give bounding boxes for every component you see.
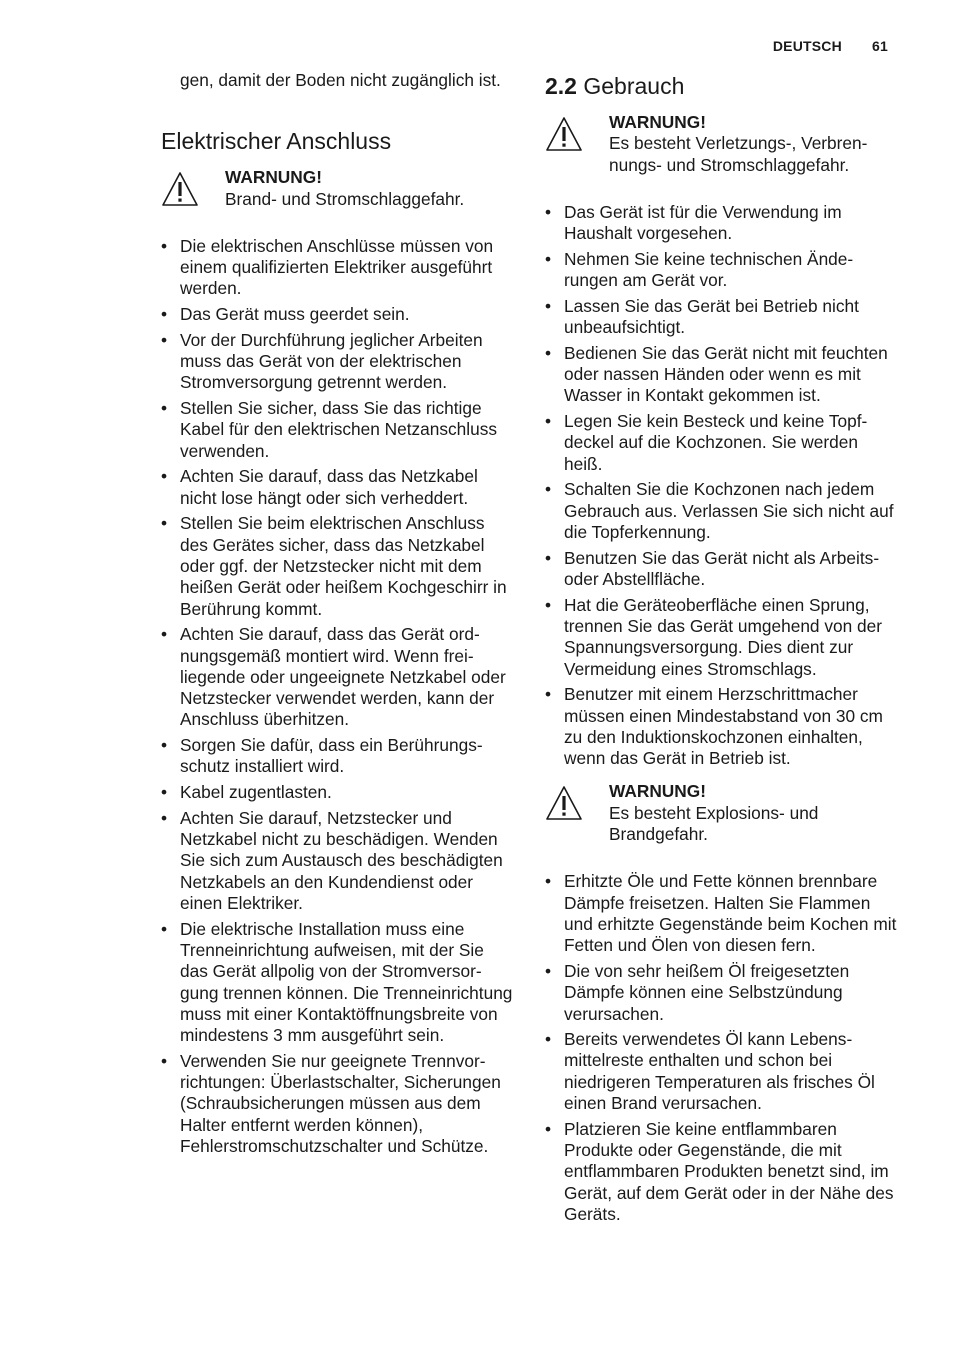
section-title-text: Gebrauch	[583, 73, 685, 99]
list-item: • Verwenden Sie nur geeignete Trennvorrichtungen: Überlastschalter, Sicherungen (Schraubsicherungen müssen aus dem Halter entfernt werden können), Fehlerstromschutzschalter und Schütze.	[161, 1051, 513, 1157]
intro-text: gen, damit der Boden nicht zugänglich ist.	[180, 70, 501, 90]
list-item: • Schalten Sie die Kochzonen nach jedem Gebrauch aus. Verlassen Sie sich nicht auf die Topferkennung.	[545, 479, 897, 543]
list-item: • Lassen Sie das Gerät bei Betrieb nicht unbeaufsichtigt.	[545, 296, 897, 339]
list-item: • Achten Sie darauf, dass das Netzkabel nicht lose hängt oder sich verheddert.	[161, 466, 513, 509]
warning-text: Es besteht Verletzungs-, Verbrennungs- und Stromschlaggefahr.	[609, 133, 868, 175]
warning-title: WARNUNG!	[225, 167, 322, 188]
bullet-list	[545, 871, 897, 1225]
list-item: • Die elektrische Installation muss eine Trenneinrichtung aufweisen, mit der Sie das Gerät allpolig von der Stromversorgung trennen können. Die Trenneinrichtung muss mit einer Kontaktöffnungsbreite von mindestens 3 mm ausgeführt sein.	[161, 919, 513, 1047]
list-item: • Achten Sie darauf, dass das Gerät ordnungsgemäß montiert wird. Wenn freiliegende oder ungeeignete Netzkabel oder Netzstecker verwendet werden, kann der Anschluss überhitzen.	[161, 624, 513, 730]
warning-title: WARNUNG!	[609, 781, 706, 802]
list-item: • Benutzen Sie das Gerät nicht als Arbeits- oder Abstellfläche.	[545, 548, 897, 591]
warning-text: Brand- und Stromschlaggefahr.	[225, 188, 465, 209]
section-title-elektrischer-anschluss: Elektrischer Anschluss	[161, 128, 392, 155]
warning-box	[545, 781, 897, 845]
warning-triangle-icon	[545, 781, 609, 845]
warning-title: WARNUNG!	[609, 112, 706, 132]
warning-triangle-icon	[545, 112, 609, 176]
list-item: • Bereits verwendetes Öl kann Lebensmittelreste enthalten und schon bei niedrigeren Temperaturen als frisches Öl einen Brand verursachen.	[545, 1029, 897, 1114]
list-item: • Bedienen Sie das Gerät nicht mit feuchten oder nassen Händen oder wenn es mit Wasser in Kontakt gekommen ist.	[545, 343, 897, 407]
list-item: • Stellen Sie beim elektrischen Anschluss des Gerätes sicher, dass das Netzkabel oder ggf. der Netzstecker nicht mit dem heißen Gerät oder heißem Kochgeschirr in Berührung kommt.	[161, 513, 513, 619]
list-item: • Nehmen Sie keine technischen Änderungen am Gerät vor.	[545, 249, 897, 292]
section-title-gebrauch	[545, 72, 897, 100]
list-item: • Das Gerät ist für die Verwendung im Haushalt vorgesehen.	[545, 202, 897, 245]
warning-box	[545, 112, 897, 176]
warning-text: Es besteht Explosions- und Brandgefahr.	[609, 802, 819, 845]
warning-box	[161, 167, 513, 210]
list-item: • Kabel zugentlasten.	[161, 782, 513, 803]
list-item: • Vor der Durchführung jeglicher Arbeiten muss das Gerät von der elektrischen Stromversorgung getrennt werden.	[161, 330, 513, 394]
list-item: • Das Gerät muss geerdet sein.	[161, 304, 513, 325]
list-item: • Hat die Geräteoberfläche einen Sprung, trennen Sie das Gerät umgehend von der Spannungsversorgung. Dies dient zur Vermeidung eines Stromschlags.	[545, 595, 897, 680]
list-item: • Erhitzte Öle und Fette können brennbare Dämpfe freisetzen. Halten Sie Flammen und erhitzte Gegenstände beim Kochen mit Fetten und Ölen von diesen fern.	[545, 871, 897, 956]
page-number: 61	[872, 38, 888, 54]
list-item: • Platzieren Sie keine entflammbaren Produkte oder Gegenstände, die mit entflammbaren Produkten benetzt sind, im Gerät, auf dem Gerät oder in der Nähe des Geräts.	[545, 1119, 897, 1225]
right-column	[545, 70, 897, 1230]
list-item: • Benutzer mit einem Herzschrittmacher müssen einen Mindestabstand von 30 cm zu den Induktionskochzonen einhalten, wenn das Gerät in Betrieb ist.	[545, 684, 897, 769]
header-language: DEUTSCH	[772, 38, 842, 54]
warning-triangle-icon	[161, 167, 225, 210]
list-item: • Die elektrischen Anschlüsse müssen von einem qualifizierten Elektriker ausgeführt werden.	[161, 236, 513, 300]
bullet-list	[545, 202, 897, 770]
list-item: • Die von sehr heißem Öl freigesetzten Dämpfe können eine Selbstzündung verursachen.	[545, 961, 897, 1025]
left-column	[161, 70, 513, 1162]
list-item: • Legen Sie kein Besteck und keine Topfdeckel auf die Kochzonen. Sie werden heiß.	[545, 411, 897, 475]
section-number: 2.2	[545, 73, 577, 99]
list-item: • Achten Sie darauf, Netzstecker und Netzkabel nicht zu beschädigen. Wenden Sie sich zum Austausch des beschädigten Netzkabels an den Kundendienst oder einen Elektriker.	[161, 808, 513, 914]
list-item: • Stellen Sie sicher, dass Sie das richtige Kabel für den elektrischen Netzanschluss verwenden.	[161, 398, 513, 462]
list-item: • Sorgen Sie dafür, dass ein Berührungsschutz installiert wird.	[161, 735, 513, 778]
page-header	[773, 38, 888, 54]
bullet-list	[161, 236, 513, 1157]
